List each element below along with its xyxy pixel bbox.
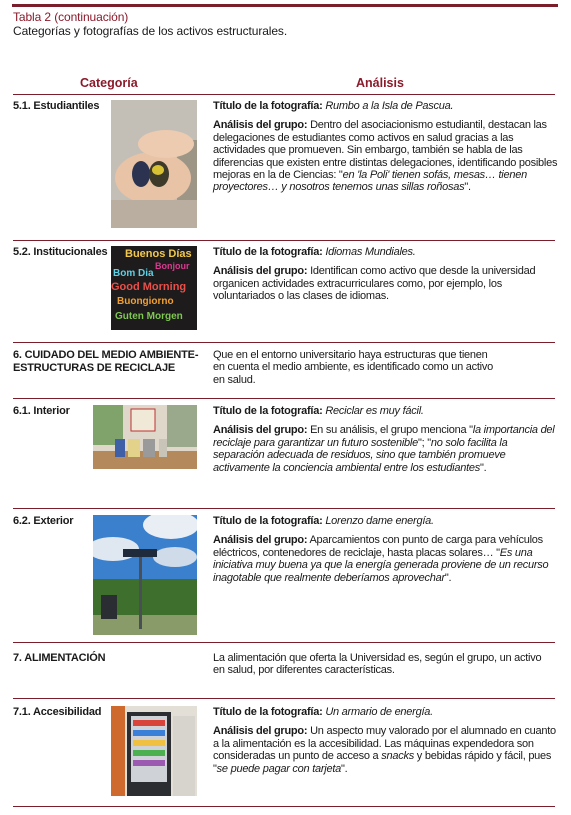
top-rule [12, 4, 558, 7]
photo-title: Rumbo a la Isla de Pascua. [325, 100, 454, 112]
row-rule [13, 806, 555, 807]
photo-title: Idiomas Mundiales. [325, 246, 416, 258]
row-analysis [213, 706, 558, 782]
analysis-end: ". [480, 461, 487, 474]
group-analysis-label: Análisis del grupo: [213, 265, 308, 278]
analysis-text: Un aspecto muy valorado por el alumnado en cuanto a la alimentación es la accesibilidad. Las máquinas expendedora son consideradas un punto de acceso a [213, 725, 556, 763]
analysis-text: Dentro del asociacionismo estudiantil, destacan las delegaciones de estudiantes como activos en salud gracias a las actividades que promueven. Sin embargo, también se habla de las diferencias que existen entre distintas delegaciones, identificando posibles mejoras en la de Ciencias: " [213, 119, 558, 182]
table-subtitle: Categorías y fotografías de los activos estructurales. [13, 24, 288, 38]
row-category: 5.1. Estudiantiles [13, 100, 100, 112]
photo-title: Un armario de energía. [325, 706, 433, 718]
row-category: 7.1. Accesibilidad [13, 706, 102, 718]
row-rule [13, 508, 555, 509]
group-analysis-label: Análisis del grupo: [213, 424, 308, 437]
row-text: Que en el entorno universitario haya estructuras que tienen en cuenta el medio ambiente, es identificado como un activo en salud. [213, 349, 493, 386]
photo-title: Reciclar es muy fácil. [325, 405, 424, 417]
analysis-text: En su análisis, el grupo menciona " [310, 424, 473, 437]
row-category: 6.1. Interior [13, 405, 70, 417]
row-text: La alimentación que oferta la Universidad es, según el grupo, un activo en salud, por diferentes características. [213, 652, 542, 677]
analysis-mid: y bebidas rápido y fácil, pues " [213, 750, 552, 775]
row-rule [13, 698, 555, 699]
analysis-quote-2: no solo facilita la separación adecuada de residuos, sino que también promueve activamente la conciencia ambiental entre los estudiantes [213, 436, 508, 474]
row-category: 7. ALIMENTACIÓN [13, 652, 106, 664]
photo-solar-charging-station [93, 515, 197, 635]
photo-title-label: Título de la fotografía: [213, 100, 323, 112]
analysis-text: Identifican como activo que desde la universidad organicen actividades extracurriculares como, por ejemplo, los voluntariados o las clases de idiomas. [213, 265, 536, 303]
row-rule [13, 398, 555, 399]
group-analysis-label: Análisis del grupo: [213, 725, 308, 738]
header-category: Categoría [80, 76, 138, 90]
analysis-italic-word: snacks [381, 750, 414, 763]
row-category: 6. CUIDADO DEL MEDIO AMBIENTE- ESTRUCTURAS DE RECICLAJE [13, 349, 199, 374]
photo-title-label: Título de la fotografía: [213, 515, 323, 527]
analysis-text: Aparcamientos con punto de carga para vehículos eléctricos, contenedores de reciclaje, hasta placas solares… " [213, 534, 543, 559]
row-category: 5.2. Institucionales [13, 246, 108, 258]
analysis-quote: se puede pagar con tarjeta [216, 762, 342, 775]
header-rule [13, 94, 555, 95]
photo-title-label: Título de la fotografía: [213, 246, 323, 258]
analysis-quote: en 'la Poli' tienen sofás, mesas… tienen proyectores… y nosotros tenemos unas sillas roñosas [213, 169, 527, 194]
row-rule [13, 642, 555, 643]
photo-vending-machine [111, 706, 197, 796]
analysis-end: ". [464, 181, 471, 194]
table-row [13, 706, 555, 802]
table-row [13, 515, 555, 637]
analysis-end: ". [341, 762, 348, 775]
row-analysis [213, 405, 558, 481]
table-row [13, 652, 555, 692]
row-analysis [213, 515, 558, 591]
row-analysis [213, 246, 558, 310]
row-category: 6.2. Exterior [13, 515, 74, 527]
header-analysis: Análisis [356, 76, 404, 90]
row-rule [13, 240, 555, 241]
analysis-end: ". [444, 571, 452, 584]
photo-title-label: Título de la fotografía: [213, 405, 323, 417]
group-analysis-label: Análisis del grupo: [213, 534, 308, 547]
table-label: Tabla 2 (continuación) [13, 10, 129, 24]
row-analysis [213, 100, 558, 201]
photo-title: Lorenzo dame energía. [325, 515, 434, 527]
photo-title-label: Título de la fotografía: [213, 706, 323, 718]
table-row [13, 100, 558, 234]
analysis-quote: la importancia del reciclaje para garantizar un futuro sostenible [213, 424, 555, 449]
analysis-quote: Es una iniciativa muy buena ya que la energía generada proviene de un recurso inagotable que realmente deberíamos aprovechar [213, 546, 549, 584]
table-row [13, 405, 555, 505]
analysis-mid: "; " [417, 436, 431, 449]
table-row [13, 349, 555, 393]
photo-greetings-collage: Buenos Días Bonjour Bom Dia Buongiorno Good Morning Guten Morgen [111, 246, 197, 330]
photo-hands-stones [111, 100, 197, 228]
photo-recycling-bins [93, 405, 197, 469]
row-rule [13, 342, 555, 343]
group-analysis-label: Análisis del grupo: [213, 119, 308, 132]
table-row [13, 246, 555, 334]
